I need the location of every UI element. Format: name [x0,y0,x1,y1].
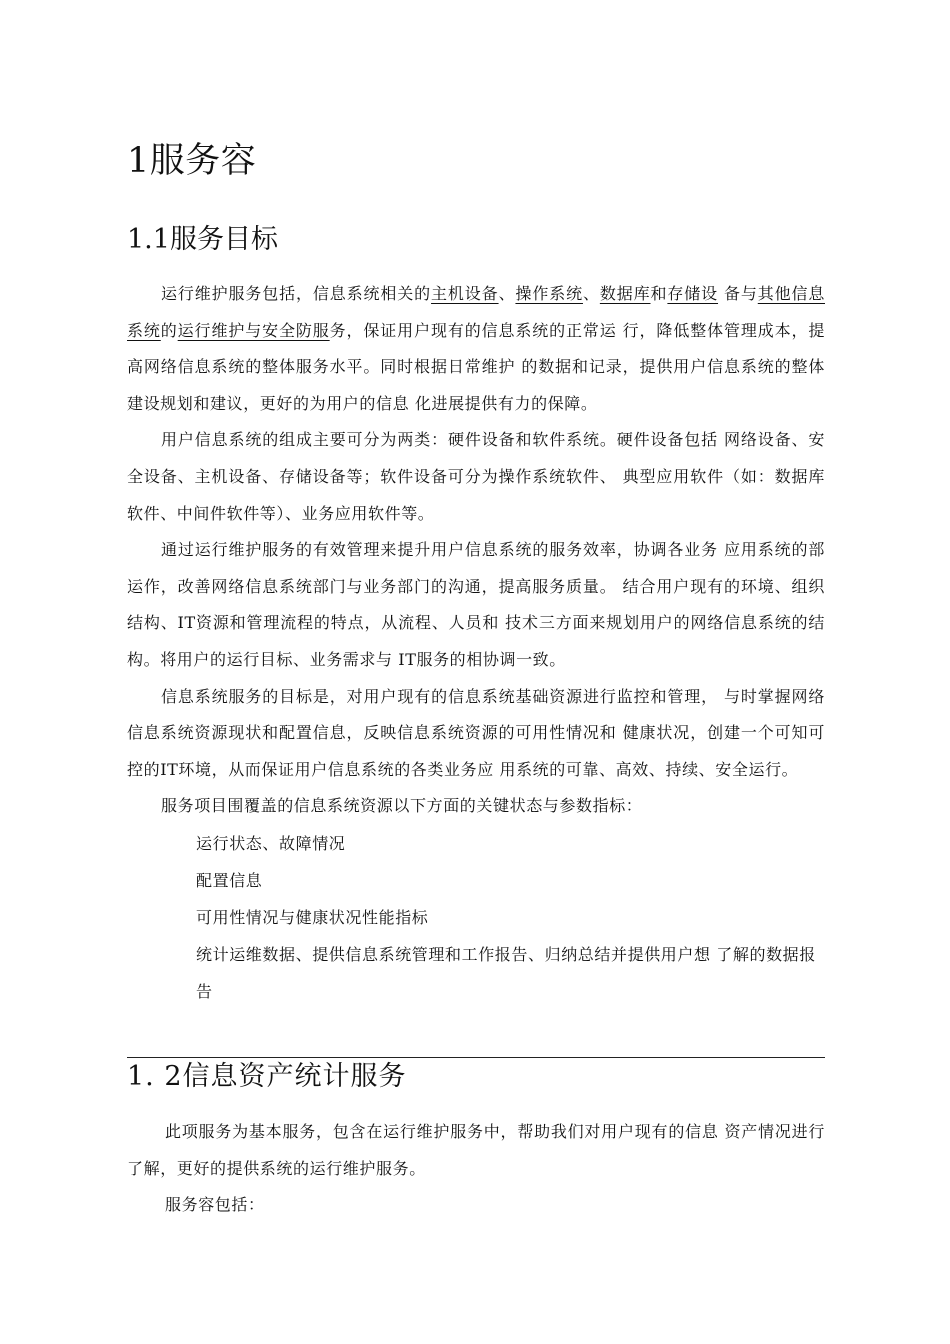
paragraph-system-composition: 用户信息系统的组成主要可分为两类：硬件设备和软件系统。硬件设备包括 网络设备、安全设备、主机设备、存储设备等；软件设备可分为操作系统软件、 典型应用软件（如：数据库软件、中间件软件等）、业务应用软件等。 [127,430,825,523]
list-item: 统计运维数据、提供信息系统管理和工作报告、归纳总结并提供用户想 了解的数据报告 [196,944,816,1001]
link-operating-system: 操作系统 [515,284,583,303]
section-heading-service-goal: 1.1服务目标 [127,224,278,255]
list-item: 运行状态、故障情况 [196,833,346,853]
text-run: 备与 [718,284,758,303]
paragraph-coverage-intro: 服务项目围覆盖的信息系统资源以下方面的关键状态与参数指标： [161,796,643,816]
text-run: 和 [650,284,668,303]
link-maintenance-security: 运行维护与安全防服 [177,320,330,340]
paragraph-asset-service-intro: 此项服务为基本服务，包含在运行维护服务中，帮助我们对用户现有的信息 资产情况进行了解，更好的提供系统的运行维护服务。 [127,1122,825,1178]
link-host-devices: 主机设备 [431,284,499,303]
link-storage-devices: 存储设 [667,284,719,303]
paragraph-service-objective: 信息系统服务的目标是，对用户现有的信息系统基础资源进行监控和管理， 与时掌握网络信息系统资源现状和配置信息，反映信息系统资源的可用性情况和 健康状况，创建一个可知可控的IT环境，从而保证用户信息系统的各类业务应 用系统的可靠、高效、持续、安全运行。 [127,686,825,779]
paragraph-service-efficiency: 通过运行维护服务的有效管理来提升用户信息系统的服务效率，协调各业务 应用系统的部运作，改善网络信息系统部门与业务部门的沟通，提高服务质量。 结合用户现有的环境、组织结构、IT资源和管理流程的特点，从流程、人员和 技术三方面来规划用户的网络信息系统的结构。将用户的运行目标、业务需求与 IT服务的相协调一致。 [127,540,825,669]
chapter-heading: 1服务容 [127,141,257,181]
text-run: 、 [582,284,600,303]
coverage-list [127,825,825,1010]
section-body-asset-statistics [127,1114,825,1224]
text-run: 运行维护服务包括，信息系统相关的 [161,284,432,303]
section-body-service-goal [127,276,825,1010]
text-run: 、 [498,284,516,303]
link-other-info-systems: 其他信息系统 [127,284,825,340]
list-item: 配置信息 [196,870,263,890]
link-database: 数据库 [599,284,651,303]
text-run: 的 [160,320,178,340]
section-heading-asset-statistics: 1. 2信息资产统计服务 [127,1061,407,1092]
text-run: 务，保证用户现有的信息系统的正常运 行，降低整体管理成本，提高网络信息系统的整体服务水平。同时根据日常维护 的数据和记录，提供用户信息系统的整体建设规划和建议，更好的为用户的信息 化进展提供有力的保障。 [127,320,825,413]
paragraph-maintenance-scope [127,276,825,422]
paragraph-service-contents: 服务容包括： [165,1195,265,1215]
list-item: 可用性情况与健康状况性能指标 [196,907,429,927]
